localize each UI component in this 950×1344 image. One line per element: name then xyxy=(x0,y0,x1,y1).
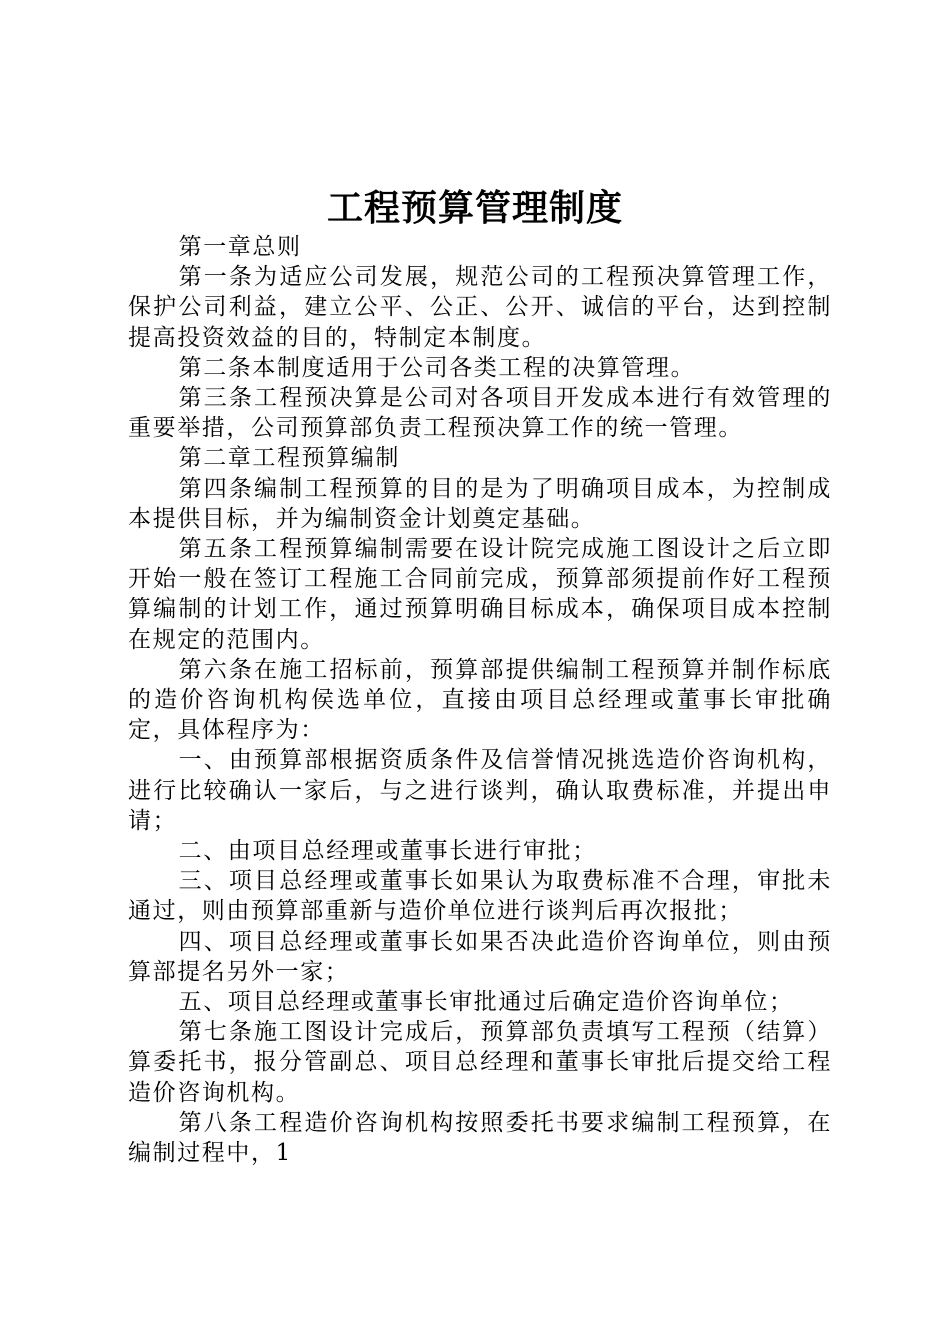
list-item: 一、由预算部根据资质条件及信誉情况挑选造价咨询机构，进行比较确认一家后，与之进行谈判，确认取费标准，并提出申请； xyxy=(128,747,832,834)
article-paragraph: 第八条工程造价咨询机构按照委托书要求编制工程预算，在编制过程中，1 xyxy=(128,1109,832,1167)
document-body xyxy=(128,232,832,1168)
article-paragraph: 第七条施工图设计完成后，预算部负责填写工程预（结算）算委托书，报分管副总、项目总经理和董事长审批后提交给工程造价咨询机构。 xyxy=(128,1019,832,1106)
article-paragraph: 第六条在施工招标前，预算部提供编制工程预算并制作标底的造价咨询机构侯选单位，直接由项目总经理或董事长审批确定，具体程序为： xyxy=(128,656,832,744)
list-item: 三、项目总经理或董事长如果认为取费标准不合理，审批未通过，则由预算部重新与造价单位进行谈判后再次报批； xyxy=(128,868,832,925)
chapter-heading: 第一章总则 xyxy=(178,234,302,260)
article-paragraph: 第五条工程预算编制需要在设计院完成施工图设计之后立即开始一般在签订工程施工合同前完成，预算部须提前作好工程预算编制的计划工作，通过预算明确目标成本，确保项目成本控制在规定的范围内。 xyxy=(128,536,832,653)
article-paragraph: 第三条工程预决算是公司对各项目开发成本进行有效管理的重要举措，公司预算部负责工程预决算工作的统一管理。 xyxy=(128,385,832,442)
article-paragraph: 第二条本制度适用于公司各类工程的决算管理。 xyxy=(178,354,696,381)
list-item: 四、项目总经理或董事长如果否决此造价咨询单位，则由预算部提名另外一家； xyxy=(128,928,832,985)
article-paragraph: 第四条编制工程预算的目的是为了明确项目成本，为控制成本提供目标，并为编制资金计划奠定基础。 xyxy=(128,475,832,532)
article-paragraph: 第一条为适应公司发展，规范公司的工程预决算管理工作，保护公司利益，建立公平、公正、公开、诚信的平台，达到控制提高投资效益的目的，特制定本制度。 xyxy=(128,264,832,351)
list-item: 二、由项目总经理或董事长进行审批； xyxy=(178,838,597,865)
list-item: 五、项目总经理或董事长审批通过后确定造价咨询单位； xyxy=(178,989,794,1016)
document-title: 工程预算管理制度 xyxy=(326,187,623,229)
chapter-heading: 第二章工程预算编制 xyxy=(178,445,400,472)
